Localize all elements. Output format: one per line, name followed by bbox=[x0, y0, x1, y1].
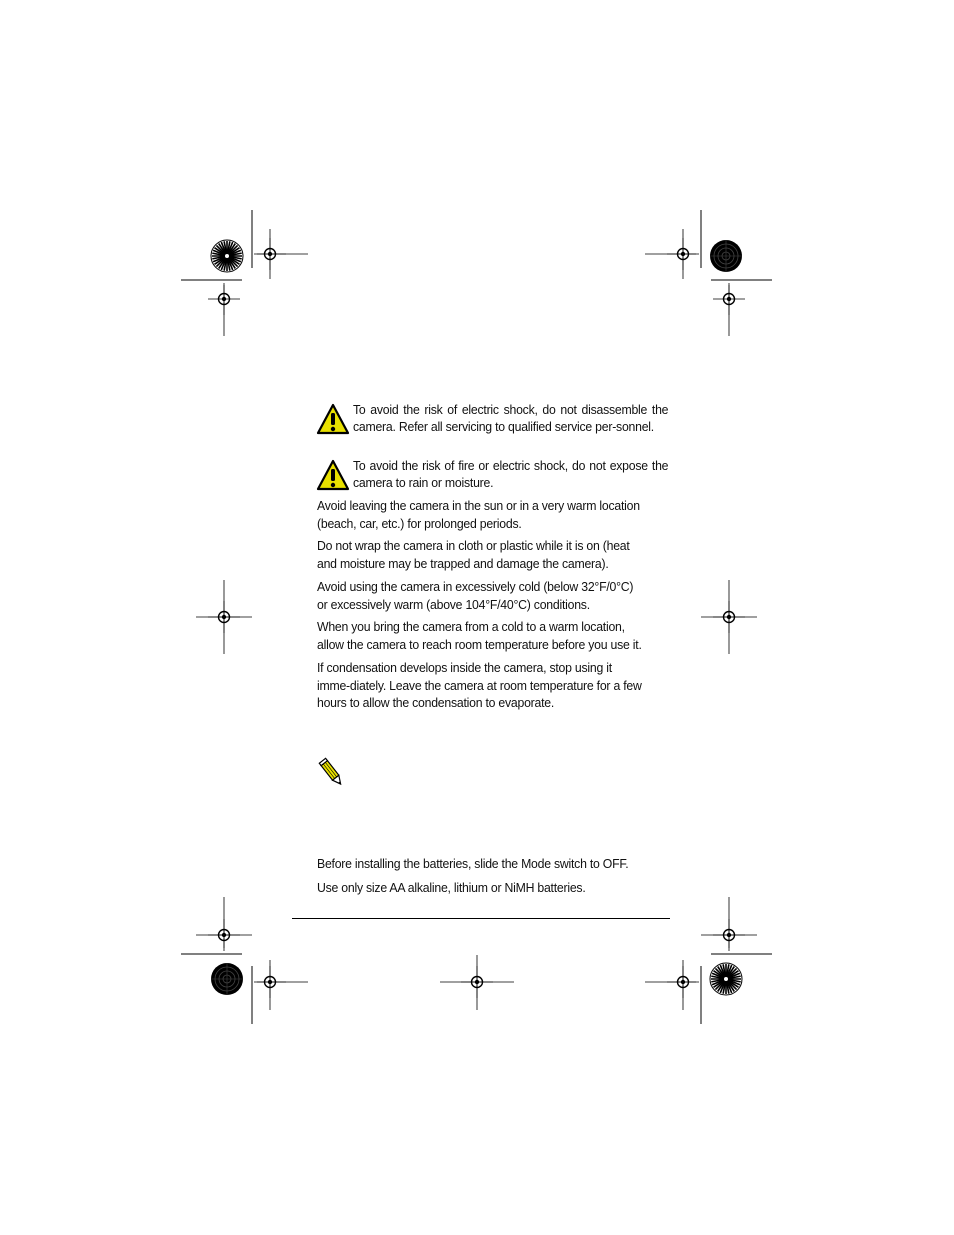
warning-text-disassemble: To avoid the risk of electric shock, do not disassemble the camera. Refer all servicing to qualified service per-sonnel. bbox=[353, 402, 669, 435]
battery-note-mode-switch: Before installing the batteries, slide the Mode switch to OFF. bbox=[317, 856, 629, 871]
paragraph-condensation: If condensation develops inside the camera, stop using it imme-diately. Leave the camera at room temperature for a few hours to allow the condensation to evaporate. bbox=[317, 660, 642, 710]
paragraph-sun: Avoid leaving the camera in the sun or in a very warm location (beach, car, etc.) for prolonged periods. bbox=[317, 498, 640, 531]
paragraph-cold-to-warm: When you bring the camera from a cold to a warm location, allow the camera to reach room temperature before you use it. bbox=[317, 619, 642, 652]
warning-text-moisture: To avoid the risk of fire or electric shock, do not expose the camera to rain or moisture. bbox=[353, 458, 669, 491]
paragraph-wrap: Do not wrap the camera in cloth or plastic while it is on (heat and moisture may be trapped and damage the camera). bbox=[317, 538, 630, 571]
warning-triangle-icon bbox=[316, 403, 350, 435]
footer-rule bbox=[292, 918, 670, 919]
pencil-note-icon bbox=[318, 757, 346, 789]
paragraph-temperature: Avoid using the camera in excessively cold (below 32°F/0°C) or excessively warm (above 104°F/40°C) conditions. bbox=[317, 579, 634, 612]
battery-note-battery-type: Use only size AA alkaline, lithium or NiMH batteries. bbox=[317, 880, 586, 895]
warning-triangle-icon bbox=[316, 459, 350, 491]
